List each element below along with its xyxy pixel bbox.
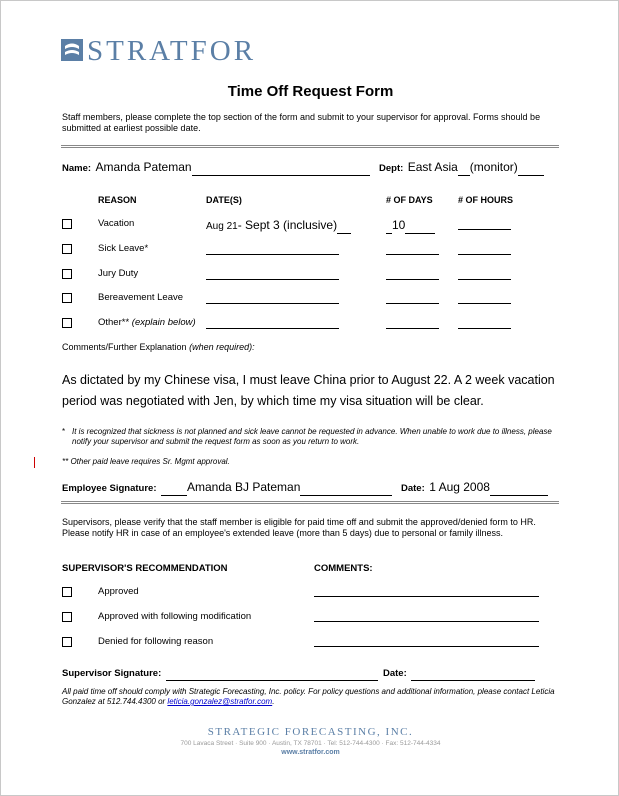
reason-other-label: Other** — [98, 317, 130, 328]
policy-email-link[interactable]: leticia.gonzalez@stratfor.com — [167, 697, 273, 706]
vacation-checkbox[interactable] — [62, 219, 72, 229]
name-value: Amanda Pateman — [95, 160, 192, 174]
name-field[interactable]: Name: Amanda Pateman — [62, 158, 370, 176]
option-approved: Approved — [98, 586, 139, 597]
sick-note-marker: * — [62, 427, 66, 436]
comments-label-text: Comments/Further Explanation — [62, 342, 187, 352]
reason-sick-leave: Sick Leave* — [98, 243, 149, 254]
text-cursor — [34, 457, 35, 468]
comments-label-note: (when required): — [189, 342, 255, 352]
form-title: Time Off Request Form — [227, 83, 394, 100]
bereavement-days-field[interactable] — [386, 303, 439, 304]
dept-value: East Asia — [407, 160, 458, 174]
jury-hours-field[interactable] — [458, 279, 511, 280]
supervisor-date-label: Date — [383, 668, 404, 679]
employee-signature-field[interactable]: Employee Signature: Amanda BJ Pateman — [62, 478, 392, 496]
option-denied: Denied for following reason — [98, 636, 214, 647]
other-dates-field[interactable] — [206, 328, 339, 329]
vacation-dates-field[interactable] — [206, 216, 351, 234]
supervisor-signature-label: Supervisor Signature — [62, 668, 159, 679]
bereavement-dates-field[interactable] — [206, 303, 339, 304]
option-approved-modification: Approved with following modification — [98, 611, 252, 622]
logo-text: STRATFOR — [87, 35, 257, 67]
footer-company: STRATEGIC FORECASTING, INC. — [207, 726, 414, 738]
policy-note — [62, 687, 562, 707]
policy-text: All paid time off should comply with Strategic Forecasting, Inc. policy. For policy questions and additional information, please contact Leticia Gonzalez at 512.744.4300 or — [62, 687, 555, 706]
supervisor-date-field[interactable]: Date: — [383, 663, 535, 681]
approved-modification-checkbox[interactable] — [62, 612, 72, 622]
other-leave-note: ** Other paid leave requires Sr. Mgmt approval. — [62, 457, 230, 466]
footer-website[interactable]: www.stratfor.com — [281, 749, 340, 756]
supervisor-comments-header: COMMENTS: — [314, 563, 373, 574]
sick-dates-field[interactable] — [206, 254, 339, 255]
jury-days-field[interactable] — [386, 279, 439, 280]
vacation-dates-rest: - Sept 3 (inclusive) — [237, 218, 338, 232]
header-reason: REASON — [98, 195, 137, 205]
header-days: # OF DAYS — [386, 195, 433, 205]
employee-date-field[interactable]: Date: 1 Aug 2008 — [401, 478, 548, 496]
staff-instructions: Staff members, please complete the top section of the form and submit to your supervisor for approval. Forms should be submitted at earliest possible date. — [62, 112, 541, 133]
sick-days-field[interactable] — [386, 254, 439, 255]
comment-line-3[interactable] — [314, 646, 539, 647]
stratfor-logo-mark-icon — [61, 39, 83, 61]
vacation-dates-start: Aug 21 — [206, 221, 238, 232]
header-dates: DATE(S) — [206, 195, 242, 205]
reason-vacation: Vacation — [98, 218, 135, 229]
reason-bereavement: Bereavement Leave — [98, 292, 184, 303]
section-divider — [61, 145, 559, 148]
name-label: Name — [62, 163, 88, 174]
bereavement-checkbox[interactable] — [62, 293, 72, 303]
header-hours: # OF HOURS — [458, 195, 514, 205]
jury-dates-field[interactable] — [206, 279, 339, 280]
employee-signature-label: Employee Signature — [62, 483, 154, 494]
vacation-days-value: 10 — [392, 218, 406, 232]
supervisor-recommendation-header: SUPERVISOR'S RECOMMENDATION — [62, 563, 228, 574]
denied-checkbox[interactable] — [62, 637, 72, 647]
comments-label — [62, 342, 255, 352]
dept-suffix: (monitor) — [469, 160, 518, 174]
jury-duty-checkbox[interactable] — [62, 269, 72, 279]
supervisor-signature-field[interactable]: Supervisor Signature: — [62, 663, 378, 681]
comment-line-2[interactable] — [314, 621, 539, 622]
dept-field[interactable]: Dept: East Asia (monitor) — [379, 158, 544, 176]
section-divider-2 — [61, 501, 559, 504]
vacation-hours-field[interactable] — [458, 229, 511, 230]
reason-other — [98, 317, 196, 328]
reason-jury-duty: Jury Duty — [98, 268, 139, 279]
other-checkbox[interactable] — [62, 318, 72, 328]
sick-leave-note: It is recognized that sickness is not planned and sick leave cannot be requested in advance. When unable to work due to illness, please notify your supervisor and submit the request form as soon as you return to work. — [72, 427, 552, 446]
sick-leave-checkbox[interactable] — [62, 244, 72, 254]
footer-address: 700 Lavaca Street · Suite 900 · Austin, TX 78701 · Tel: 512-744-4300 · Fax: 512-744-4334 — [180, 740, 441, 747]
supervisor-instructions: Supervisors, please verify that the staff member is eligible for paid time off and submit the approved/denied form to HR. Please notify HR in case of an employee's extended leave (more than 5 days) due to personal or family illness. — [62, 517, 536, 538]
employee-signature-value: Amanda BJ Pateman — [186, 480, 301, 494]
reason-other-note: (explain below) — [131, 317, 196, 328]
comments-text[interactable]: As dictated by my Chinese visa, I must leave China prior to August 22. A 2 week vacation period was negotiated with Jen, by which time my visa situation will be clear. — [62, 373, 555, 408]
other-days-field[interactable] — [386, 328, 439, 329]
vacation-days-field[interactable] — [386, 216, 435, 234]
employee-date-value: 1 Aug 2008 — [429, 480, 490, 494]
dept-label: Dept — [379, 163, 401, 174]
policy-end: . — [272, 697, 275, 706]
approved-checkbox[interactable] — [62, 587, 72, 597]
comment-line-1[interactable] — [314, 596, 539, 597]
sick-hours-field[interactable] — [458, 254, 511, 255]
employee-date-label: Date — [401, 483, 422, 494]
bereavement-hours-field[interactable] — [458, 303, 511, 304]
other-hours-field[interactable] — [458, 328, 511, 329]
